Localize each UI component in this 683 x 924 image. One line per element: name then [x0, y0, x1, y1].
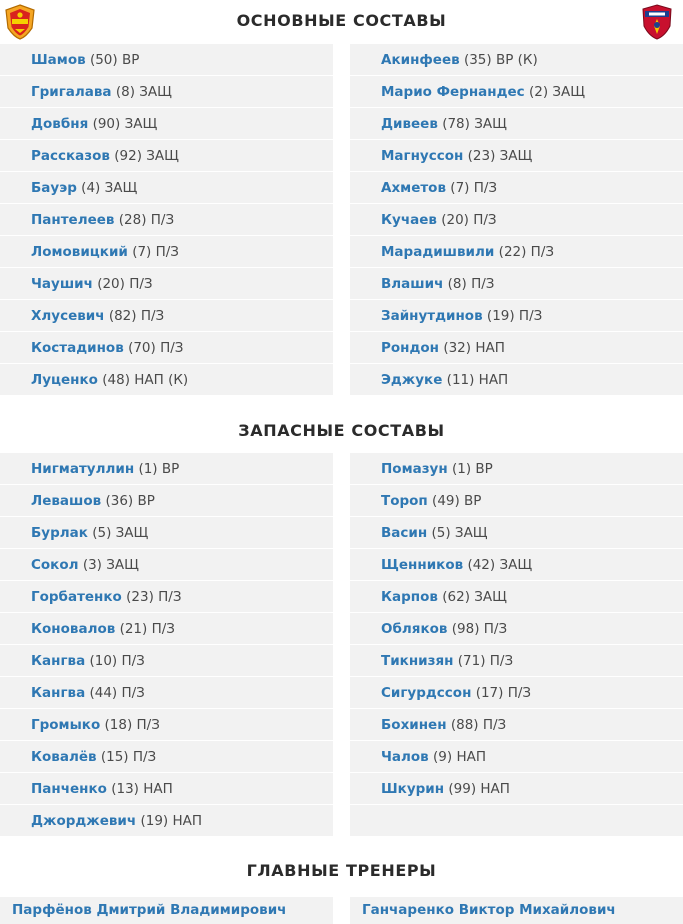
player-info: (5) ЗАЩ	[92, 525, 149, 541]
player-row	[0, 453, 333, 485]
player-name-link[interactable]: Влашич	[381, 276, 444, 292]
player-name-link[interactable]: Тороп	[381, 493, 428, 509]
player-row	[0, 517, 333, 549]
arsenal-logo-icon[interactable]	[4, 4, 36, 40]
player-info: (44) П/З	[89, 685, 145, 701]
player-name-link[interactable]: Помазун	[381, 461, 448, 477]
player-info: (23) П/З	[126, 589, 182, 605]
player-info: (1) ВР	[452, 461, 493, 477]
player-row	[350, 613, 683, 645]
player-name-link[interactable]: Кучаев	[381, 212, 437, 228]
player-row	[0, 364, 333, 396]
player-row	[0, 140, 333, 172]
player-info: (4) ЗАЩ	[81, 180, 138, 196]
player-row	[0, 76, 333, 108]
player-info: (28) П/З	[118, 212, 175, 228]
player-info: (15) П/З	[100, 749, 157, 765]
player-row	[350, 332, 683, 364]
player-row	[350, 485, 683, 517]
player-info: (82) П/З	[108, 308, 165, 324]
player-name-link[interactable]: Обляков	[381, 621, 448, 637]
player-info: (42) ЗАЩ	[467, 557, 533, 573]
player-info: (70) П/З	[128, 340, 184, 356]
away-starters-list	[350, 44, 683, 396]
player-row	[0, 805, 333, 837]
player-name-link[interactable]: Шамов	[31, 52, 86, 68]
player-name-link[interactable]: Акинфеев	[381, 52, 460, 68]
away-coach-link[interactable]: Ганчаренко Виктор Михайлович	[350, 897, 683, 924]
player-name-link[interactable]: Марио Фернандес	[381, 84, 525, 100]
player-info: (8) ЗАЩ	[115, 84, 172, 100]
player-row	[350, 741, 683, 773]
player-info: (8) П/З	[447, 276, 495, 292]
player-row	[0, 268, 333, 300]
player-info: (3) ЗАЩ	[82, 557, 139, 573]
starters-section	[0, 0, 683, 388]
subs-title: ЗАПАСНЫЕ СОСТАВЫ	[238, 421, 445, 440]
player-name-link[interactable]: Щенников	[381, 557, 464, 573]
player-row	[350, 453, 683, 485]
player-name-link[interactable]: Кангва	[31, 685, 86, 701]
subs-columns	[0, 453, 683, 837]
player-row	[0, 709, 333, 741]
player-info: (35) ВР (К)	[463, 52, 538, 68]
player-name-link[interactable]: Хлусевич	[31, 308, 105, 324]
player-info: (62) ЗАЩ	[442, 589, 507, 605]
home-starters-list	[0, 44, 333, 396]
starters-columns	[0, 44, 683, 396]
player-info: (10) П/З	[89, 653, 145, 669]
player-name-link[interactable]: Васин	[381, 525, 428, 541]
player-name-link[interactable]: Чалов	[381, 749, 429, 765]
empty-row	[350, 805, 683, 837]
player-name-link[interactable]: Довбня	[31, 116, 89, 132]
player-name-link[interactable]: Кангва	[31, 653, 86, 669]
player-info: (11) НАП	[446, 372, 509, 388]
player-info: (13) НАП	[111, 781, 173, 797]
player-row	[0, 485, 333, 517]
player-info: (19) П/З	[486, 308, 543, 324]
player-name-link[interactable]: Зайнутдинов	[381, 308, 483, 324]
player-info: (48) НАП (К)	[102, 372, 189, 388]
player-name-link[interactable]: Чаушич	[31, 276, 93, 292]
player-name-link[interactable]: Горбатенко	[31, 589, 122, 605]
player-info: (32) НАП	[443, 340, 505, 356]
player-row	[350, 645, 683, 677]
player-row	[0, 300, 333, 332]
player-row	[350, 773, 683, 805]
player-info: (99) НАП	[448, 781, 510, 797]
player-row	[0, 741, 333, 773]
player-row	[350, 44, 683, 76]
player-info: (90) ЗАЩ	[92, 116, 158, 132]
player-row	[350, 204, 683, 236]
coaches-title: ГЛАВНЫЕ ТРЕНЕРЫ	[246, 861, 437, 880]
player-row	[350, 172, 683, 204]
player-info: (49) ВР	[432, 493, 482, 509]
player-name-link[interactable]: Ковалёв	[31, 749, 97, 765]
player-name-link[interactable]: Сокол	[31, 557, 79, 573]
player-name-link[interactable]: Сигурдссон	[381, 685, 472, 701]
player-name-link[interactable]: Григалава	[31, 84, 112, 100]
player-name-link[interactable]: Бауэр	[31, 180, 77, 196]
player-row	[0, 236, 333, 268]
player-info: (5) ЗАЩ	[431, 525, 488, 541]
player-name-link[interactable]: Эджуке	[381, 372, 443, 388]
player-name-link[interactable]: Громыко	[31, 717, 101, 733]
player-row	[0, 549, 333, 581]
player-info: (2) ЗАЩ	[528, 84, 586, 100]
player-info: (22) П/З	[498, 244, 555, 260]
player-info: (18) П/З	[104, 717, 160, 733]
player-name-link[interactable]: Магнуссон	[381, 148, 464, 164]
player-row	[0, 172, 333, 204]
player-info: (36) ВР	[105, 493, 155, 509]
player-info: (78) ЗАЩ	[442, 116, 507, 132]
player-row	[350, 76, 683, 108]
player-name-link[interactable]: Ахметов	[381, 180, 446, 196]
player-row	[350, 549, 683, 581]
player-info: (7) П/З	[132, 244, 179, 260]
player-row	[350, 300, 683, 332]
player-name-link[interactable]: Панченко	[31, 781, 107, 797]
player-info: (88) П/З	[450, 717, 507, 733]
player-info: (7) П/З	[450, 180, 498, 196]
subs-section	[0, 410, 683, 829]
player-name-link[interactable]: Марадишвили	[381, 244, 495, 260]
player-info: (98) П/З	[451, 621, 508, 637]
player-name-link[interactable]: Бурлак	[31, 525, 88, 541]
player-name-link[interactable]: Левашов	[31, 493, 102, 509]
player-name-link[interactable]: Костадинов	[31, 340, 124, 356]
player-name-link[interactable]: Джорджевич	[31, 813, 137, 829]
player-name-link[interactable]: Дивеев	[381, 116, 438, 132]
player-name-link[interactable]: Пантелеев	[31, 212, 115, 228]
player-name-link[interactable]: Луценко	[31, 372, 98, 388]
player-row	[0, 613, 333, 645]
player-info: (71) П/З	[457, 653, 514, 669]
player-name-link[interactable]: Коновалов	[31, 621, 116, 637]
player-row	[350, 268, 683, 300]
player-name-link[interactable]: Нигматуллин	[31, 461, 135, 477]
player-name-link[interactable]: Шкурин	[381, 781, 445, 797]
player-name-link[interactable]: Рассказов	[31, 148, 110, 164]
player-row	[0, 44, 333, 76]
player-name-link[interactable]: Бохинен	[381, 717, 447, 733]
player-row	[0, 332, 333, 364]
player-info: (50) ВР	[89, 52, 140, 68]
coaches-section	[0, 850, 683, 918]
player-name-link[interactable]: Ломовицкий	[31, 244, 128, 260]
cska-logo-icon[interactable]	[641, 4, 673, 40]
player-row	[350, 517, 683, 549]
player-row	[0, 581, 333, 613]
player-row	[350, 108, 683, 140]
home-subs-list	[0, 453, 333, 837]
player-row	[350, 364, 683, 396]
player-row	[350, 677, 683, 709]
home-coach-link[interactable]: Парфёнов Дмитрий Владимирович	[0, 897, 333, 924]
starters-title: ОСНОВНЫЕ СОСТАВЫ	[236, 11, 447, 30]
player-row	[350, 140, 683, 172]
player-info: (20) П/З	[97, 276, 153, 292]
player-name-link[interactable]: Карпов	[381, 589, 438, 605]
player-info: (9) НАП	[433, 749, 486, 765]
player-row	[0, 773, 333, 805]
player-row	[0, 108, 333, 140]
player-info: (23) ЗАЩ	[467, 148, 533, 164]
coaches-columns	[0, 897, 683, 924]
away-subs-list	[350, 453, 683, 837]
player-row	[0, 645, 333, 677]
player-info: (21) П/З	[119, 621, 175, 637]
player-info: (20) П/З	[441, 212, 497, 228]
player-row	[350, 581, 683, 613]
player-row	[350, 236, 683, 268]
player-info: (17) П/З	[475, 685, 532, 701]
player-info: (19) НАП	[140, 813, 203, 829]
player-info: (1) ВР	[138, 461, 180, 477]
player-row	[350, 709, 683, 741]
player-name-link[interactable]: Тикнизян	[381, 653, 454, 669]
player-info: (92) ЗАЩ	[114, 148, 179, 164]
player-name-link[interactable]: Рондон	[381, 340, 440, 356]
player-row	[0, 677, 333, 709]
player-row	[0, 204, 333, 236]
